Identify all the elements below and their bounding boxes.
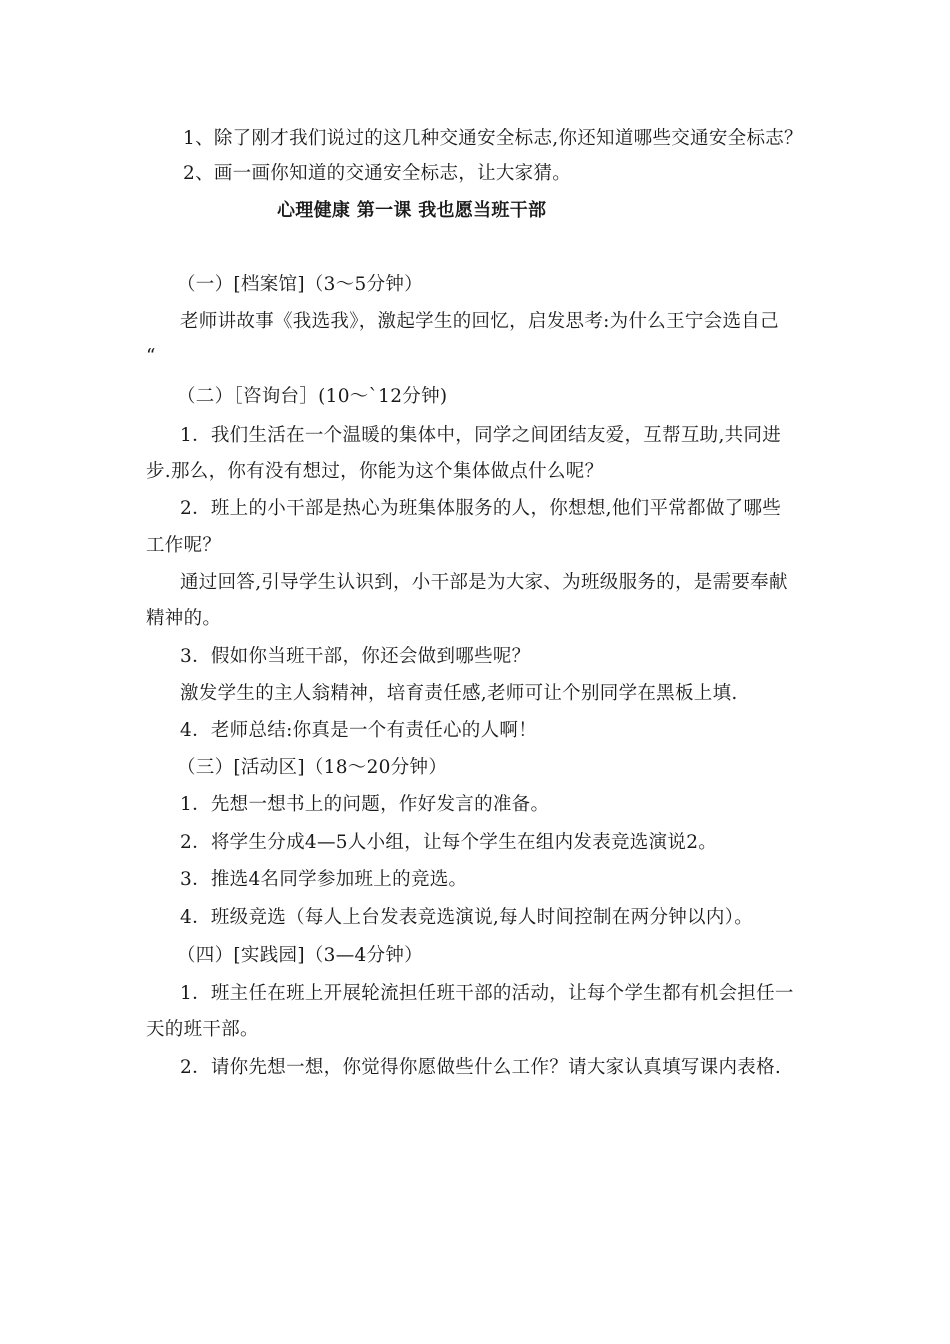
section-2-item-1: 1．我们生活在一个温暖的集体中，同学之间团结友爱，互帮互助,共同进 (180, 425, 782, 446)
section-4-heading: （四）[实践园]（3—4分钟） (177, 945, 423, 966)
section-3-item-1: 1．先想一想书上的问题，作好发言的准备。 (180, 794, 550, 815)
section-3-item-3: 3．推选4名同学参加班上的竞选。 (180, 869, 468, 890)
intro-question-1: 1、除了刚才我们说过的这几种交通安全标志,你还知道哪些交通安全标志？ (183, 128, 803, 149)
section-2-item-4: 4．老师总结:你真是一个有责任心的人啊！ (180, 720, 538, 741)
section-4-item-1: 1．班主任在班上开展轮流担任班干部的活动，让每个学生都有机会担任一 (180, 983, 794, 1004)
section-2-note: 通过回答,引导学生认识到，小干部是为大家、为班级服务的，是需要奉献 (180, 572, 788, 593)
section-2-item-3: 3．假如你当班干部，你还会做到哪些呢？ (180, 646, 531, 667)
section-2-note-cont: 精神的。 (146, 608, 222, 629)
section-1-paragraph: 老师讲故事《我选我》，激起学生的回忆，启发思考:为什么王宁会选自己 (180, 311, 779, 332)
section-1-heading: （一）[档案馆]（3～5分钟） (177, 274, 423, 295)
section-2-item-1-cont: 步.那么，你有没有想过，你能为这个集体做点什么呢？ (146, 461, 604, 482)
page-title: 心理健康 第一课 我也愿当班干部 (277, 200, 547, 221)
section-2-heading: （二）［咨询台］(10～`12分钟) (177, 386, 448, 407)
section-3-item-4: 4．班级竞选（每人上台发表竞选演说,每人时间控制在两分钟以内）。 (180, 907, 754, 928)
section-4-item-1-cont: 天的班干部。 (146, 1019, 259, 1040)
section-4-item-2: 2．请你先想一想，你觉得你愿做些什么工作？请大家认真填写课内表格. (180, 1057, 782, 1078)
section-2-item-2: 2．班上的小干部是热心为班集体服务的人，你想想,他们平常都做了哪些 (180, 498, 782, 519)
section-3-item-2: 2．将学生分成4—5人小组，让每个学生在组内发表竞选演说2。 (180, 832, 718, 853)
section-3-heading: （三）[活动区]（18～20分钟） (177, 757, 448, 778)
section-2-item-3-note: 激发学生的主人翁精神，培育责任感,老师可让个别同学在黑板上填. (180, 683, 738, 704)
section-2-item-2-cont: 工作呢？ (146, 535, 222, 556)
section-1-paragraph-cont: “ (146, 346, 156, 367)
intro-question-2: 2、画一画你知道的交通安全标志，让大家猜。 (183, 163, 572, 184)
